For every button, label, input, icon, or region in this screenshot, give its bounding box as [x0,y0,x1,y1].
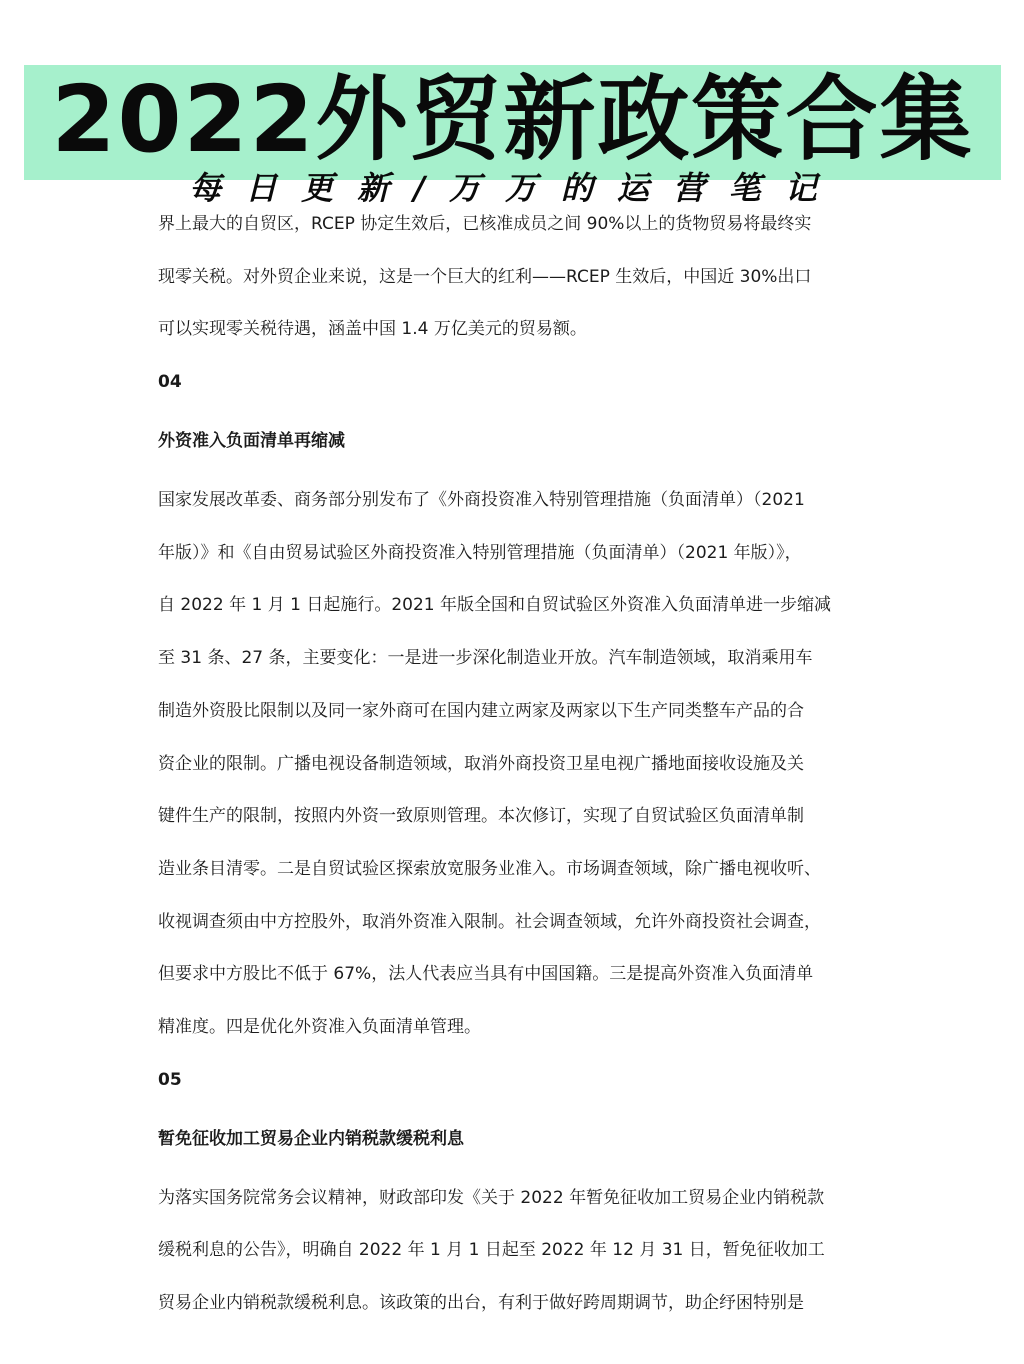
paragraph-line: 年版）》和《自由贸易试验区外商投资准入特别管理措施（负面清单）（2021 年版）》， [158,542,802,563]
document-body [158,198,868,1330]
paragraph-line: 至 31 条、27 条，主要变化：一是进一步深化制造业开放。汽车制造领域，取消乘用车 [158,648,813,669]
section-paragraph [158,474,868,1054]
page-subtitle: 每日更新/万万的运营笔记 [189,169,841,207]
paragraph-line: 自 2022 年 1 月 1 日起施行。2021 年版全国和自贸试验区外资准入负面清单进一步缩减 [158,595,831,616]
paragraph-line: 精准度。四是优化外资准入负面清单管理。 [158,1016,481,1037]
section-number: 04 [158,372,182,393]
section-05 [158,1054,868,1330]
section-heading: 暂免征收加工贸易企业内销税款缓税利息 [158,1128,464,1149]
section-04 [158,356,868,1054]
paragraph-line: 造业条目清零。二是自贸试验区探索放宽服务业准入。市场调查领域，除广播电视收听、 [158,858,821,879]
paragraph-line: 贸易企业内销税款缓税利息。该政策的出台，有利于做好跨周期调节，助企纾困特别是 [158,1293,804,1313]
paragraph-line: 国家发展改革委、商务部分别发布了《外商投资准入特别管理措施（负面清单）（2021 [158,490,805,511]
paragraph-line: 制造外资股比限制以及同一家外商可在国内建立两家及两家以下生产同类整车产品的合 [158,700,804,721]
section-heading: 外资准入负面清单再缩减 [158,431,345,452]
section-number: 05 [158,1069,182,1090]
paragraph-line: 界上最大的自贸区，RCEP 协定生效后，已核准成员之间 90%以上的货物贸易将最终实 [158,214,812,234]
paragraph-line: 资企业的限制。广播电视设备制造领域，取消外商投资卫星电视广播地面接收设施及关 [158,753,804,774]
intro-paragraph [158,198,868,356]
paragraph-line: 现零关税。对外贸企业来说，这是一个巨大的红利——RCEP 生效后，中国近 30%出口 [158,266,812,287]
section-paragraph [158,1172,868,1330]
paragraph-line: 可以实现零关税待遇，涵盖中国 1.4 万亿美元的贸易额。 [158,319,587,340]
paragraph-line: 但要求中方股比不低于 67%，法人代表应当具有中国国籍。三是提高外资准入负面清单 [158,964,814,985]
paragraph-line: 键件生产的限制，按照内外资一致原则管理。本次修订，实现了自贸试验区负面清单制 [158,806,804,827]
page-title: 2022外贸新政策合集 [51,66,974,173]
paragraph-line: 为落实国务院常务会议精神，财政部印发《关于 2022 年暂免征收加工贸易企业内销税款 [158,1187,825,1208]
paragraph-line: 收视调查须由中方控股外，取消外资准入限制。社会调查领域，允许外商投资社会调查， [158,911,821,932]
paragraph-line: 缓税利息的公告》，明确自 2022 年 1 月 1 日起至 2022 年 12 月 31 日，暂免征收加工 [158,1240,825,1261]
